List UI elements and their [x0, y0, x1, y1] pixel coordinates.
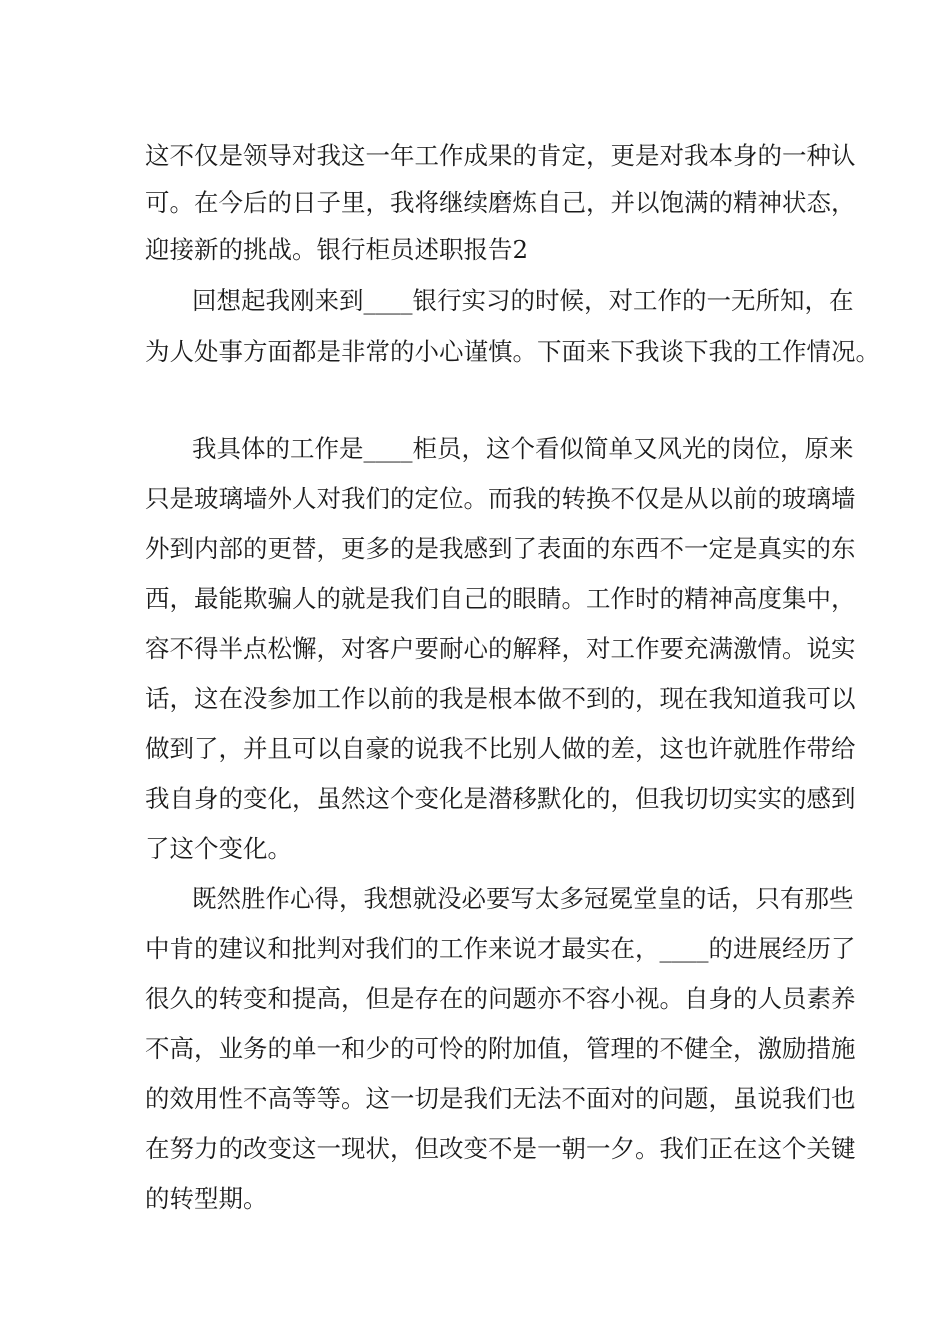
text-line-18: 不高，业务的单一和少的可怜的附加值，管理的不健全，激励措施: [145, 1034, 856, 1063]
text-line-9: 西，最能欺骗人的就是我们自己的眼睛。工作时的精神高度集中，: [145, 584, 856, 613]
text-line-21: 的转型期。: [145, 1184, 268, 1213]
text-line-11: 话，这在没参加工作以前的我是根本做不到的，现在我知道我可以: [145, 684, 856, 713]
text-line-6: 我具体的工作是____柜员，这个看似简单又风光的岗位，原来: [192, 434, 854, 463]
text-line-10: 容不得半点松懈，对客户要耐心的解释，对工作要充满激情。说实: [145, 634, 856, 663]
text-line-2: 可。在今后的日子里，我将继续磨炼自己，并以饱满的精神状态，: [145, 188, 856, 217]
text-line-15: 既然胜作心得，我想就没必要写太多冠冕堂皇的话，只有那些: [192, 884, 854, 913]
text-line-1: 这不仅是领导对我这一年工作成果的肯定，更是对我本身的一种认: [145, 141, 856, 170]
text-line-7: 只是玻璃墙外人对我们的定位。而我的转换不仅是从以前的玻璃墙: [145, 484, 856, 513]
text-line-13: 我自身的变化，虽然这个变化是潜移默化的，但我切切实实的感到: [145, 784, 856, 813]
text-line-12: 做到了，并且可以自豪的说我不比别人做的差，这也许就胜作带给: [145, 734, 856, 763]
text-line-8: 外到内部的更替，更多的是我感到了表面的东西不一定是真实的东: [145, 534, 856, 563]
text-line-19: 的效用性不高等等。这一切是我们无法不面对的问题，虽说我们也: [145, 1084, 856, 1113]
text-line-16: 中肯的建议和批判对我们的工作来说才最实在，____的进展经历了: [145, 934, 856, 963]
text-line-3: 迎接新的挑战。银行柜员述职报告2: [145, 235, 529, 264]
text-line-20: 在努力的改变这一现状，但改变不是一朝一夕。我们正在这个关键: [145, 1134, 856, 1163]
text-line-4: 回想起我刚来到____银行实习的时候，对工作的一无所知，在: [192, 286, 854, 315]
text-line-5: 为人处事方面都是非常的小心谨慎。下面来下我谈下我的工作情况。: [145, 337, 880, 366]
text-line-14: 了这个变化。: [145, 834, 292, 863]
text-line-17: 很久的转变和提高，但是存在的问题亦不容小视。自身的人员素养: [145, 984, 856, 1013]
